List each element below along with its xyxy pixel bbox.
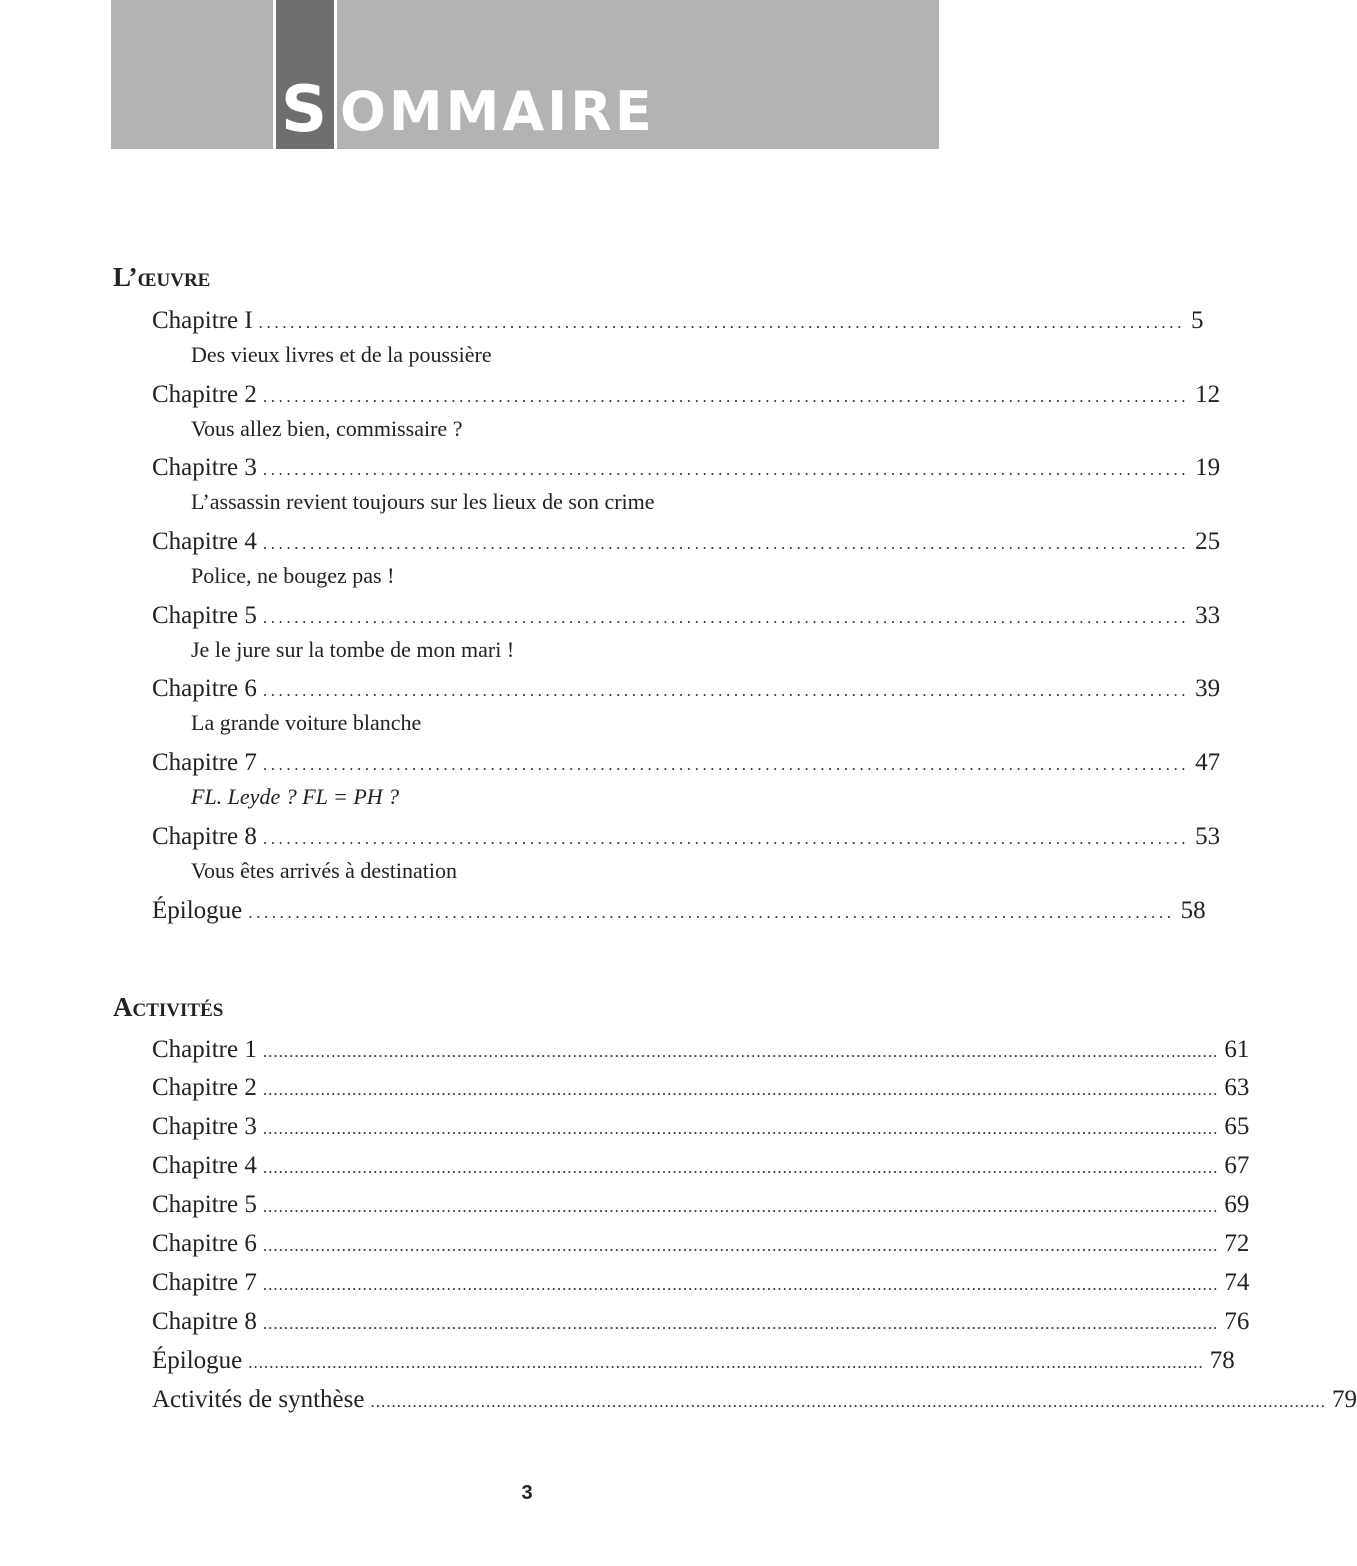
toc-entry-page: 76 — [1224, 1308, 1250, 1335]
dot-leader: ...................................................................................................................... — [262, 829, 1190, 848]
toc-entry-page: 12 — [1195, 381, 1221, 408]
header-initial: S — [280, 73, 328, 147]
toc-entry-page: 72 — [1224, 1230, 1250, 1257]
toc-entry-page: 69 — [1224, 1191, 1250, 1218]
toc-entry-subtitle: Police, ne bougez pas ! — [191, 563, 395, 588]
toc-entry-label: Chapitre 7 — [152, 749, 257, 776]
toc-entry-subtitle: L’assassin revient toujours sur les lieux de son crime — [191, 489, 655, 514]
toc-entry-page: 33 — [1195, 602, 1221, 629]
toc-entry-label: Chapitre 2 — [152, 381, 257, 408]
dot-leader: ...................................................................................................................................................................................... — [262, 1158, 1219, 1177]
toc-entry[interactable] — [152, 746, 1221, 780]
toc-entry[interactable] — [152, 451, 1221, 485]
dot-leader: ...................................................................................................................... — [258, 313, 1185, 332]
toc-entry-page: 63 — [1224, 1074, 1250, 1101]
toc-entry-label: Chapitre 5 — [152, 1191, 257, 1218]
toc-entry-label: Chapitre 2 — [152, 1074, 257, 1101]
toc-entry-label: Activités de synthèse — [152, 1386, 365, 1413]
dot-leader: ...................................................................................................................................................................................... — [262, 1236, 1219, 1255]
toc-entry-label: Chapitre 7 — [152, 1269, 257, 1296]
header-banner — [111, 0, 939, 149]
toc-entry-label: Chapitre 3 — [152, 454, 257, 481]
toc-entry[interactable] — [152, 1227, 1250, 1261]
toc-entry-page: 53 — [1195, 823, 1221, 850]
toc-entry-label: Épilogue — [152, 1347, 243, 1374]
dot-leader: ...................................................................................................................................................................................... — [262, 1314, 1219, 1333]
toc-entry-subtitle: Des vieux livres et de la poussière — [191, 342, 492, 367]
toc-entry-label: Chapitre 8 — [152, 823, 257, 850]
toc-entry-subtitle: Vous êtes arrivés à destination — [191, 858, 457, 883]
dot-leader: ...................................................................................................................... — [262, 755, 1190, 774]
section-title-oeuvre: L’œuvre — [113, 262, 211, 292]
toc-entry[interactable] — [152, 1383, 1357, 1417]
toc-entry[interactable] — [152, 1071, 1250, 1105]
toc-entry[interactable] — [152, 304, 1204, 338]
toc-entry-page: 47 — [1195, 749, 1221, 776]
toc-entry-page: 61 — [1224, 1036, 1250, 1063]
toc-entry-page: 79 — [1331, 1386, 1357, 1413]
toc-entry-page: 19 — [1195, 454, 1221, 481]
dot-leader: ...................................................................................................................................................................................... — [262, 1042, 1219, 1061]
toc-entry[interactable] — [152, 672, 1221, 706]
dot-leader: ...................................................................................................................... — [262, 387, 1190, 406]
dot-leader: ...................................................................................................................................................................................... — [262, 1197, 1219, 1216]
toc-entry-page: 5 — [1190, 307, 1204, 334]
toc-entry-label: Épilogue — [152, 897, 243, 924]
dot-leader: ...................................................................................................................................................................................... — [262, 1080, 1219, 1099]
dot-leader: ...................................................................................................................... — [262, 681, 1190, 700]
toc-entry-page: 39 — [1195, 675, 1221, 702]
dot-leader: ...................................................................................................................... — [262, 534, 1190, 553]
toc-entry-page: 58 — [1180, 897, 1206, 924]
toc-entry-subtitle: Je le jure sur la tombe de mon mari ! — [191, 637, 515, 662]
toc-entry-page: 65 — [1224, 1113, 1250, 1140]
toc-entry[interactable] — [152, 1305, 1250, 1339]
toc-entry[interactable] — [152, 525, 1221, 559]
toc-entry-label: Chapitre 8 — [152, 1308, 257, 1335]
toc-entry[interactable] — [152, 1266, 1250, 1300]
dot-leader: ...................................................................................................................... — [248, 903, 1175, 922]
dot-leader: ...................................................................................................................... — [262, 608, 1190, 627]
dot-leader: ...................................................................................................................................................................................... — [370, 1392, 1326, 1411]
dot-leader: ...................................................................................................................... — [262, 460, 1190, 479]
page-number: 3 — [521, 1482, 533, 1504]
toc-entry-label: Chapitre 6 — [152, 675, 257, 702]
toc-entry-label: Chapitre 3 — [152, 1113, 257, 1140]
toc-entry[interactable] — [152, 378, 1221, 412]
page-title: OMMAIRE — [340, 80, 655, 143]
toc-entry[interactable] — [152, 1110, 1250, 1144]
toc-entry[interactable] — [152, 599, 1221, 633]
toc-entry[interactable] — [152, 1033, 1250, 1067]
toc-entry[interactable] — [152, 1188, 1250, 1222]
toc-entry-label: Chapitre 4 — [152, 528, 257, 555]
toc-entry-subtitle: Vous allez bien, commissaire ? — [191, 416, 463, 441]
toc-entry-page: 67 — [1224, 1152, 1250, 1179]
toc-entry-label: Chapitre 5 — [152, 602, 257, 629]
toc-entry-label: Chapitre 1 — [152, 1036, 257, 1063]
toc-entry-label: Chapitre 4 — [152, 1152, 257, 1179]
toc-entry-subtitle: La grande voiture blanche — [191, 710, 422, 735]
toc-entry-subtitle: FL. Leyde ? FL = PH ? — [191, 784, 400, 809]
toc-entry-label: Chapitre I — [152, 307, 253, 334]
dot-leader: ...................................................................................................................................................................................... — [262, 1119, 1219, 1138]
toc-entry-page: 25 — [1195, 528, 1221, 555]
toc-entry[interactable] — [152, 1344, 1235, 1378]
dot-leader: ...................................................................................................................................................................................... — [262, 1275, 1219, 1294]
toc-entry-page: 78 — [1209, 1347, 1235, 1374]
toc-entry-page: 74 — [1224, 1269, 1250, 1296]
toc-entry-label: Chapitre 6 — [152, 1230, 257, 1257]
toc-entry[interactable] — [152, 894, 1206, 928]
toc-entry[interactable] — [152, 820, 1221, 854]
dot-leader: ...................................................................................................................................................................................... — [248, 1353, 1204, 1372]
section-title-activites: Activités — [113, 992, 224, 1022]
toc-entry[interactable] — [152, 1149, 1250, 1183]
